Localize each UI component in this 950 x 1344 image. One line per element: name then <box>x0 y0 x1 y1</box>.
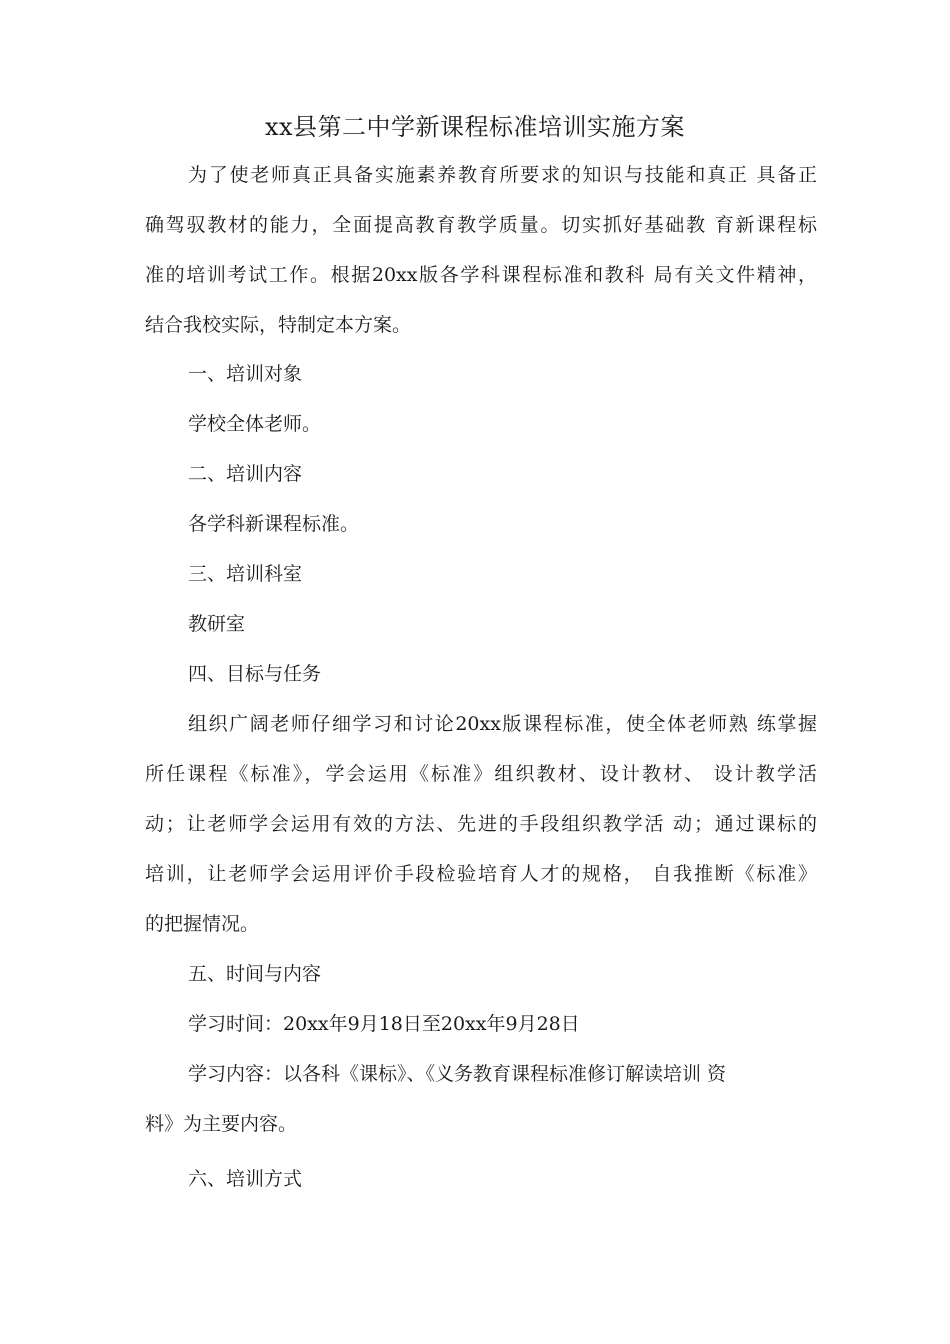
section-2-heading: 二、培训内容 <box>188 463 303 485</box>
section-1-heading: 一、培训对象 <box>188 363 303 385</box>
section-6-heading: 六、培训方式 <box>188 1168 303 1190</box>
section-3-heading: 三、培训科室 <box>188 563 303 585</box>
intro-line-4: 结合我校实际，特制定本方案。 <box>145 314 412 336</box>
section-4-body-line-2: 所任课程《标准》，学会运用《标准》组织教材、设计教材、 设计教学活 <box>145 763 817 785</box>
section-1-body: 学校全体老师。 <box>188 413 322 435</box>
section-5-heading: 五、时间与内容 <box>188 963 322 985</box>
section-4-body-line-1: 组织广阔老师仔细学习和讨论20xx版课程标准，使全体老师熟 练掌握 <box>188 713 817 735</box>
section-4-heading: 四、目标与任务 <box>188 663 322 685</box>
document-title: xx县第二中学新课程标准培训实施方案 <box>264 113 686 141</box>
section-4-body-line-4: 培训，让老师学会运用评价手段检验培育人才的规格， 自我推断《标准》 <box>145 863 817 885</box>
section-5-content-line-1: 学习内容：以各科《课标》、《义务教育课程标准修订解读培训 资 <box>188 1063 727 1085</box>
section-4-body-line-5: 的把握情况。 <box>145 913 260 935</box>
section-2-body: 各学科新课程标准。 <box>188 513 360 535</box>
section-5-time: 学习时间：20xx年9月18日至20xx年9月28日 <box>188 1013 580 1035</box>
section-3-body: 教研室 <box>188 613 246 635</box>
intro-line-1: 为了使老师真正具备实施素养教育所要求的知识与技能和真正 具备正 <box>188 164 817 186</box>
intro-line-3: 准的培训考试工作。根据20xx版各学科课程标准和教科 局有关文件精神， <box>145 264 817 286</box>
intro-line-2: 确驾驭教材的能力，全面提高教育教学质量。切实抓好基础教 育新课程标 <box>145 214 817 236</box>
section-5-content-line-2: 料》为主要内容。 <box>145 1113 298 1135</box>
section-4-body-line-3: 动；让老师学会运用有效的方法、先进的手段组织教学活 动；通过课标的 <box>145 813 817 835</box>
